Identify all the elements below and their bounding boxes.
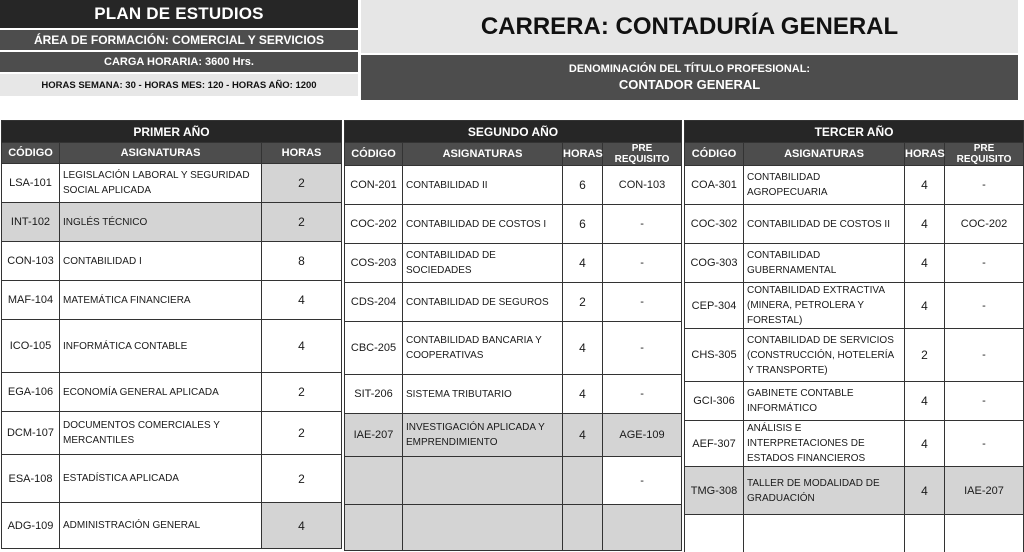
second-year-title: SEGUNDO AÑO [345,121,682,143]
subject-code [685,515,744,552]
subject-code: TMG-308 [685,467,744,515]
subject-name: CONTABILIDAD DE COSTOS II [744,205,905,244]
subject-hours [563,505,603,551]
subject-code: IAE-207 [345,414,403,457]
subject-code: CDS-204 [345,283,403,322]
subject-name: CONTABILIDAD DE SEGUROS [403,283,563,322]
subject-name: ADMINISTRACIÓN GENERAL [60,503,262,549]
table-row [345,166,682,205]
table-row [2,164,342,203]
subject-prereq: COC-202 [945,205,1024,244]
subject-name: CONTABILIDAD GUBERNAMENTAL [744,244,905,283]
subject-code: ICO-105 [2,320,60,373]
table-row [345,283,682,322]
subject-name [403,457,563,505]
subject-name [403,505,563,551]
subject-hours: 4 [905,166,945,205]
subject-prereq: - [945,166,1024,205]
table-row [685,382,1024,421]
degree-box [361,55,1018,100]
subject-code: COS-203 [345,244,403,283]
subject-prereq: AGE-109 [603,414,682,457]
subject-code: ESA-108 [2,455,60,503]
subject-prereq: - [603,375,682,414]
subject-code: COC-302 [685,205,744,244]
table-row [2,373,342,412]
subject-hours: 4 [563,322,603,375]
subject-prereq: - [945,244,1024,283]
subject-hours: 8 [262,242,342,281]
degree-label: DENOMINACIÓN DEL TÍTULO PROFESIONAL: [568,63,811,75]
subject-prereq: - [603,244,682,283]
subject-code: INT-102 [2,203,60,242]
subject-hours: 4 [905,205,945,244]
subject-prereq: - [945,283,1024,329]
table-row [2,281,342,320]
table-row [345,457,682,505]
table-row [345,414,682,457]
subject-hours: 4 [905,421,945,467]
career-header [361,0,1018,100]
col-subjects: ASIGNATURAS [403,143,563,166]
subject-hours: 4 [262,320,342,373]
subject-code [345,457,403,505]
subject-prereq: - [945,382,1024,421]
subject-name: SISTEMA TRIBUTARIO [403,375,563,414]
subject-code: SIT-206 [345,375,403,414]
subject-name: ANÁLISIS E INTERPRETACIONES DE ESTADOS FINANCIEROS [744,421,905,467]
third-year-title: TERCER AÑO [685,121,1024,143]
col-subjects: ASIGNATURAS [60,143,262,164]
table-row [685,166,1024,205]
subject-code: CEP-304 [685,283,744,329]
subject-hours [563,457,603,505]
degree-value: CONTADOR GENERAL [618,77,761,92]
subject-hours: 4 [563,414,603,457]
subject-code [345,505,403,551]
subject-code: DCM-107 [2,412,60,455]
subject-hours: 2 [905,329,945,382]
subject-name: CONTABILIDAD DE COSTOS I [403,205,563,244]
table-row [2,503,342,549]
workload-label: CARGA HORARIA: 3600 Hrs. [0,52,358,74]
subject-name: CONTABILIDAD DE SERVICIOS (CONSTRUCCIÓN, HOTELERÍA Y TRANSPORTE) [744,329,905,382]
subject-prereq: - [603,322,682,375]
subject-name: CONTABILIDAD I [60,242,262,281]
subject-prereq: - [945,329,1024,382]
table-row [685,421,1024,467]
table-row [345,375,682,414]
subject-code: CHS-305 [685,329,744,382]
subject-hours: 6 [563,166,603,205]
subject-prereq [945,515,1024,552]
col-prereq: PRE REQUISITO [945,143,1024,166]
subject-hours: 4 [905,467,945,515]
subject-code: EGA-106 [2,373,60,412]
col-hours: HORAS [262,143,342,164]
subject-hours: 4 [262,503,342,549]
subject-code: COA-301 [685,166,744,205]
subject-code: LSA-101 [2,164,60,203]
third-year-table [684,120,1024,552]
subject-name: INGLÉS TÉCNICO [60,203,262,242]
subject-code: CBC-205 [345,322,403,375]
subject-hours [905,515,945,552]
subject-name: CONTABILIDAD DE SOCIEDADES [403,244,563,283]
table-row [2,412,342,455]
table-row [345,322,682,375]
table-row [345,205,682,244]
table-row [2,203,342,242]
subject-code: CON-201 [345,166,403,205]
subject-name: LEGISLACIÓN LABORAL Y SEGURIDAD SOCIAL APLICADA [60,164,262,203]
subject-hours: 2 [563,283,603,322]
plan-title: PLAN DE ESTUDIOS [0,0,358,30]
table-row [685,329,1024,382]
subject-prereq: - [603,205,682,244]
plan-header [0,0,358,98]
subject-name [744,515,905,552]
table-row [345,244,682,283]
table-row [685,467,1024,515]
col-subjects: ASIGNATURAS [744,143,905,166]
table-row [2,242,342,281]
first-year-table [1,120,342,549]
hours-summary: HORAS SEMANA: 30 - HORAS MES: 120 - HORAS AÑO: 1200 [0,74,358,98]
subject-hours: 4 [563,375,603,414]
subject-code: COC-202 [345,205,403,244]
subject-prereq: - [603,283,682,322]
subject-prereq: - [603,457,682,505]
subject-prereq: - [945,421,1024,467]
first-year-title: PRIMER AÑO [2,121,342,143]
col-prereq: PRE REQUISITO [603,143,682,166]
subject-prereq: CON-103 [603,166,682,205]
col-code: CÓDIGO [2,143,60,164]
col-hours: HORAS [563,143,603,166]
subject-code: COG-303 [685,244,744,283]
subject-hours: 4 [905,244,945,283]
table-row [685,244,1024,283]
table-row [2,455,342,503]
subject-name: CONTABILIDAD AGROPECUARIA [744,166,905,205]
subject-hours: 2 [262,373,342,412]
subject-hours: 6 [563,205,603,244]
subject-name: CONTABILIDAD BANCARIA Y COOPERATIVAS [403,322,563,375]
subject-hours: 4 [905,283,945,329]
subject-name: ESTADÍSTICA APLICADA [60,455,262,503]
col-code: CÓDIGO [345,143,403,166]
subject-hours: 4 [905,382,945,421]
subject-name: MATEMÁTICA FINANCIERA [60,281,262,320]
col-hours: HORAS [905,143,945,166]
subject-hours: 2 [262,455,342,503]
career-title: CARRERA: CONTADURÍA GENERAL [361,0,1018,53]
subject-code: GCI-306 [685,382,744,421]
subject-hours: 4 [262,281,342,320]
subject-code: ADG-109 [2,503,60,549]
subject-code: MAF-104 [2,281,60,320]
subject-code: CON-103 [2,242,60,281]
subject-hours: 2 [262,203,342,242]
subject-name: DOCUMENTOS COMERCIALES Y MERCANTILES [60,412,262,455]
subject-name: TALLER DE MODALIDAD DE GRADUACIÓN [744,467,905,515]
table-row [685,515,1024,552]
subject-code: AEF-307 [685,421,744,467]
table-row [685,205,1024,244]
area-label: ÁREA DE FORMACIÓN: COMERCIAL Y SERVICIOS [0,30,358,52]
subject-prereq: IAE-207 [945,467,1024,515]
table-row [2,320,342,373]
subject-prereq [603,505,682,551]
subject-hours: 2 [262,412,342,455]
subject-name: ECONOMÍA GENERAL APLICADA [60,373,262,412]
subject-name: CONTABILIDAD II [403,166,563,205]
subject-hours: 4 [563,244,603,283]
subject-name: INFORMÁTICA CONTABLE [60,320,262,373]
subject-name: GABINETE CONTABLE INFORMÁTICO [744,382,905,421]
subject-name: INVESTIGACIÓN APLICADA Y EMPRENDIMIENTO [403,414,563,457]
subject-hours: 2 [262,164,342,203]
col-code: CÓDIGO [685,143,744,166]
second-year-table [344,120,682,551]
subject-name: CONTABILIDAD EXTRACTIVA (MINERA, PETROLERA Y FORESTAL) [744,283,905,329]
table-row [685,283,1024,329]
table-row [345,505,682,551]
